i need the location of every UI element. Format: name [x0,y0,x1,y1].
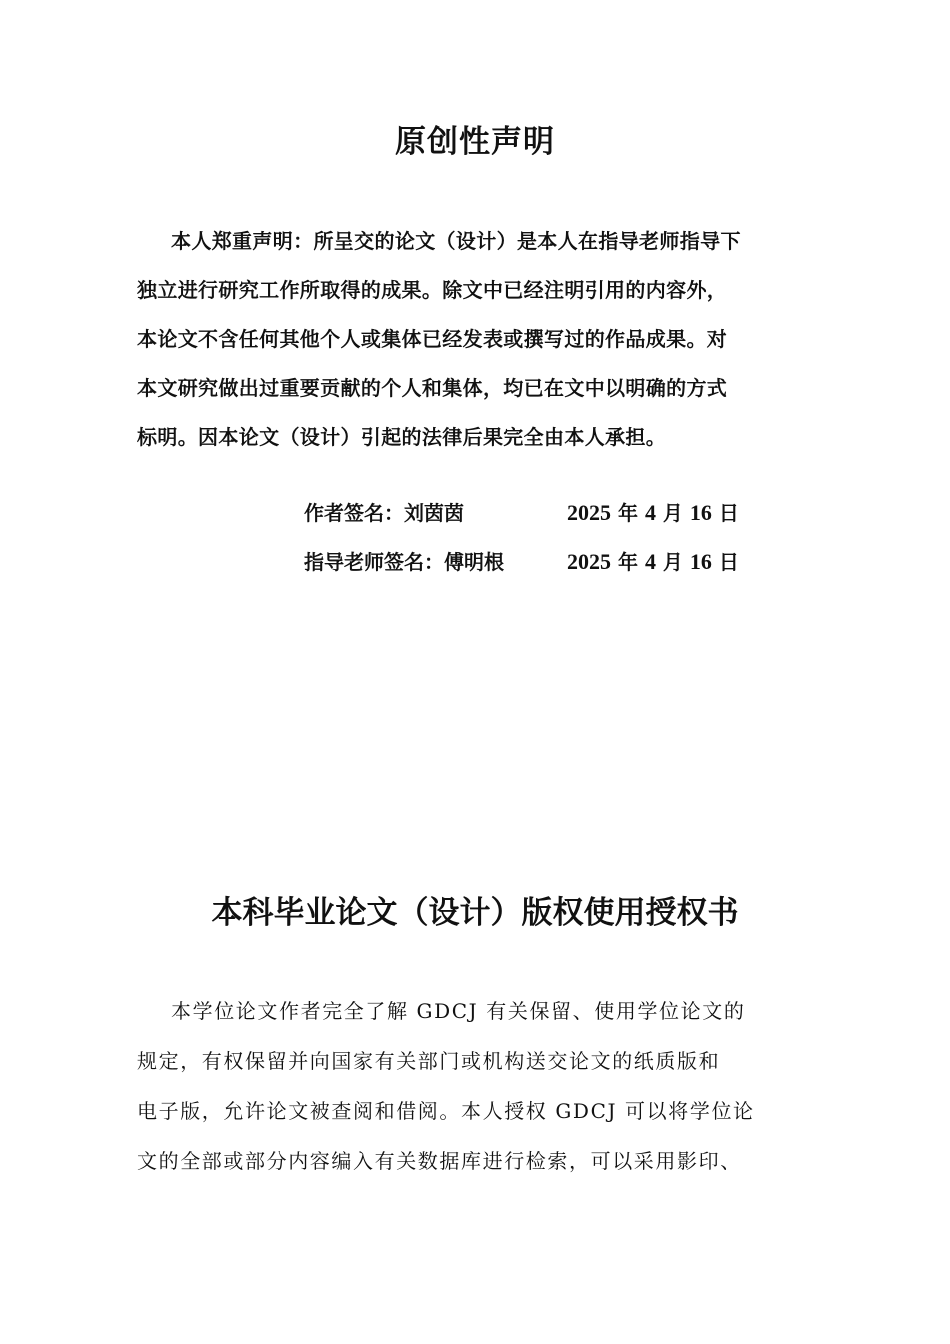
author-signature-label: 作者签名：刘茵茵 [304,501,464,525]
declaration-line-2: 独立进行研究工作所取得的成果。除文中已经注明引用的内容外， [137,278,728,302]
author-signature-date [567,497,739,529]
declaration-line-5: 标明。因本论文（设计）引起的法律后果完全由本人承担。 [137,425,667,449]
author-date-month-unit: 月 [662,501,683,525]
authorization-line-4: 文的全部或部分内容编入有关数据库进行检索，可以采用影印、 [137,1149,742,1173]
advisor-date-day: 16 [689,549,712,574]
advisor-date-year-unit: 年 [617,550,638,574]
declaration-line-3: 本论文不含任何其他个人或集体已经发表或撰写过的作品成果。对 [137,327,728,351]
declaration-line-1: 本人郑重声明：所呈交的论文（设计）是本人在指导老师指导下 [171,229,741,253]
author-date-year-unit: 年 [617,501,638,525]
author-date-month: 4 [644,500,656,525]
declaration-line-4: 本文研究做出过重要贡献的个人和集体，均已在文中以明确的方式 [137,376,728,400]
authorization-title: 本科毕业论文（设计）版权使用授权书 [211,895,739,931]
author-date-year: 2025 [567,500,611,525]
authorization-line-2: 规定，有权保留并向国家有关部门或机构送交论文的纸质版和 [137,1049,721,1073]
author-date-day: 16 [689,500,712,525]
advisor-signature-date [567,546,739,578]
advisor-signature-label: 指导老师签名：傅明根 [304,550,504,574]
authorization-line-1: 本学位论文作者完全了解 GDCJ 有关保留、使用学位论文的 [171,999,746,1023]
advisor-date-month-unit: 月 [662,550,683,574]
advisor-date-month: 4 [644,549,656,574]
declaration-title: 原创性声明 [395,124,555,160]
authorization-line-3: 电子版，允许论文被查阅和借阅。本人授权 GDCJ 可以将学位论 [137,1099,755,1123]
advisor-signature-row [304,546,739,578]
author-signature-row [304,497,739,529]
author-date-day-unit: 日 [718,501,739,525]
advisor-date-year: 2025 [567,549,611,574]
advisor-date-day-unit: 日 [718,550,739,574]
